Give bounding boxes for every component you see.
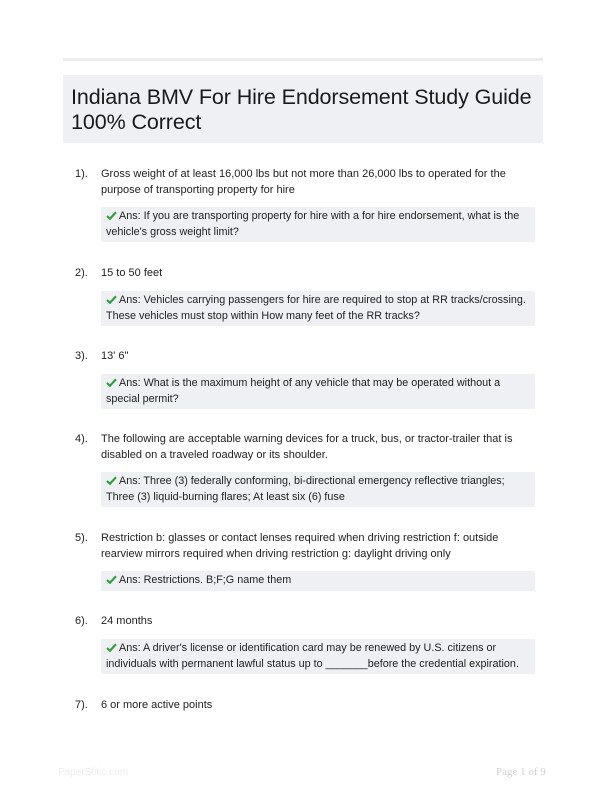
check-icon <box>106 378 117 387</box>
check-icon <box>106 476 117 485</box>
question-number: 3). <box>75 350 88 362</box>
question-text: 13' 6" <box>101 350 129 362</box>
question-number: 4). <box>75 433 88 445</box>
question-text: 6 or more active points <box>101 699 213 711</box>
title-banner <box>63 75 543 143</box>
question-text: Restriction b: glasses or contact lenses required when driving restriction f: outside rearview mirrors required when driving restriction g: daylight driving only <box>101 532 499 560</box>
question-text: 24 months <box>101 615 153 627</box>
answer-box <box>101 374 535 409</box>
question-text: The following are acceptable warning devices for a truck, bus, or tractor-trailer that is disabled on a traveled roadway or its shoulder. <box>101 433 513 461</box>
check-icon <box>106 295 117 304</box>
answer-text: Ans: What is the maximum height of any vehicle that may be operated without a special permit? <box>106 377 501 405</box>
watermark: PaperStitic.com <box>58 767 129 778</box>
question-number: 7). <box>75 699 88 711</box>
answer-box <box>101 472 535 507</box>
answer-text: Ans: A driver's license or identification card may be renewed by U.S. citizens or individuals with permanent lawful status up to _______before the credential expiration. <box>106 642 519 670</box>
answer-box <box>101 639 535 674</box>
page-title: Indiana BMV For Hire Endorsement Study Guide 100% Correct <box>71 85 532 134</box>
answer-box <box>101 291 535 326</box>
question-number: 1). <box>75 168 88 180</box>
check-icon <box>106 211 117 220</box>
answer-text: Ans: Three (3) federally conforming, bi-directional emergency reflective triangles; Three (3) liquid-burning flares; At least six (6) fuse <box>106 475 505 503</box>
question-number: 6). <box>75 615 88 627</box>
answer-text: Ans: If you are transporting property for hire with a for hire endorsement, what is the vehicle's gross weight limit? <box>106 210 520 238</box>
question-text: Gross weight of at least 16,000 lbs but not more than 26,000 lbs to operated for the purpose of transporting property for hire <box>101 168 506 196</box>
answer-text: Ans: Vehicles carrying passengers for hire are required to stop at RR tracks/crossing. These vehicles must stop within How many feet of the RR tracks? <box>106 294 526 322</box>
question-text: 15 to 50 feet <box>101 267 163 279</box>
answer-box <box>101 571 535 591</box>
answer-text: Ans: Restrictions. B;F;G name them <box>119 574 292 586</box>
check-icon <box>106 575 117 584</box>
answer-box <box>101 207 535 242</box>
check-icon <box>106 643 117 652</box>
question-number: 5). <box>75 532 88 544</box>
question-number: 2). <box>75 267 88 279</box>
top-divider <box>63 58 543 61</box>
page-number: Page 1 of 9 <box>496 766 546 778</box>
